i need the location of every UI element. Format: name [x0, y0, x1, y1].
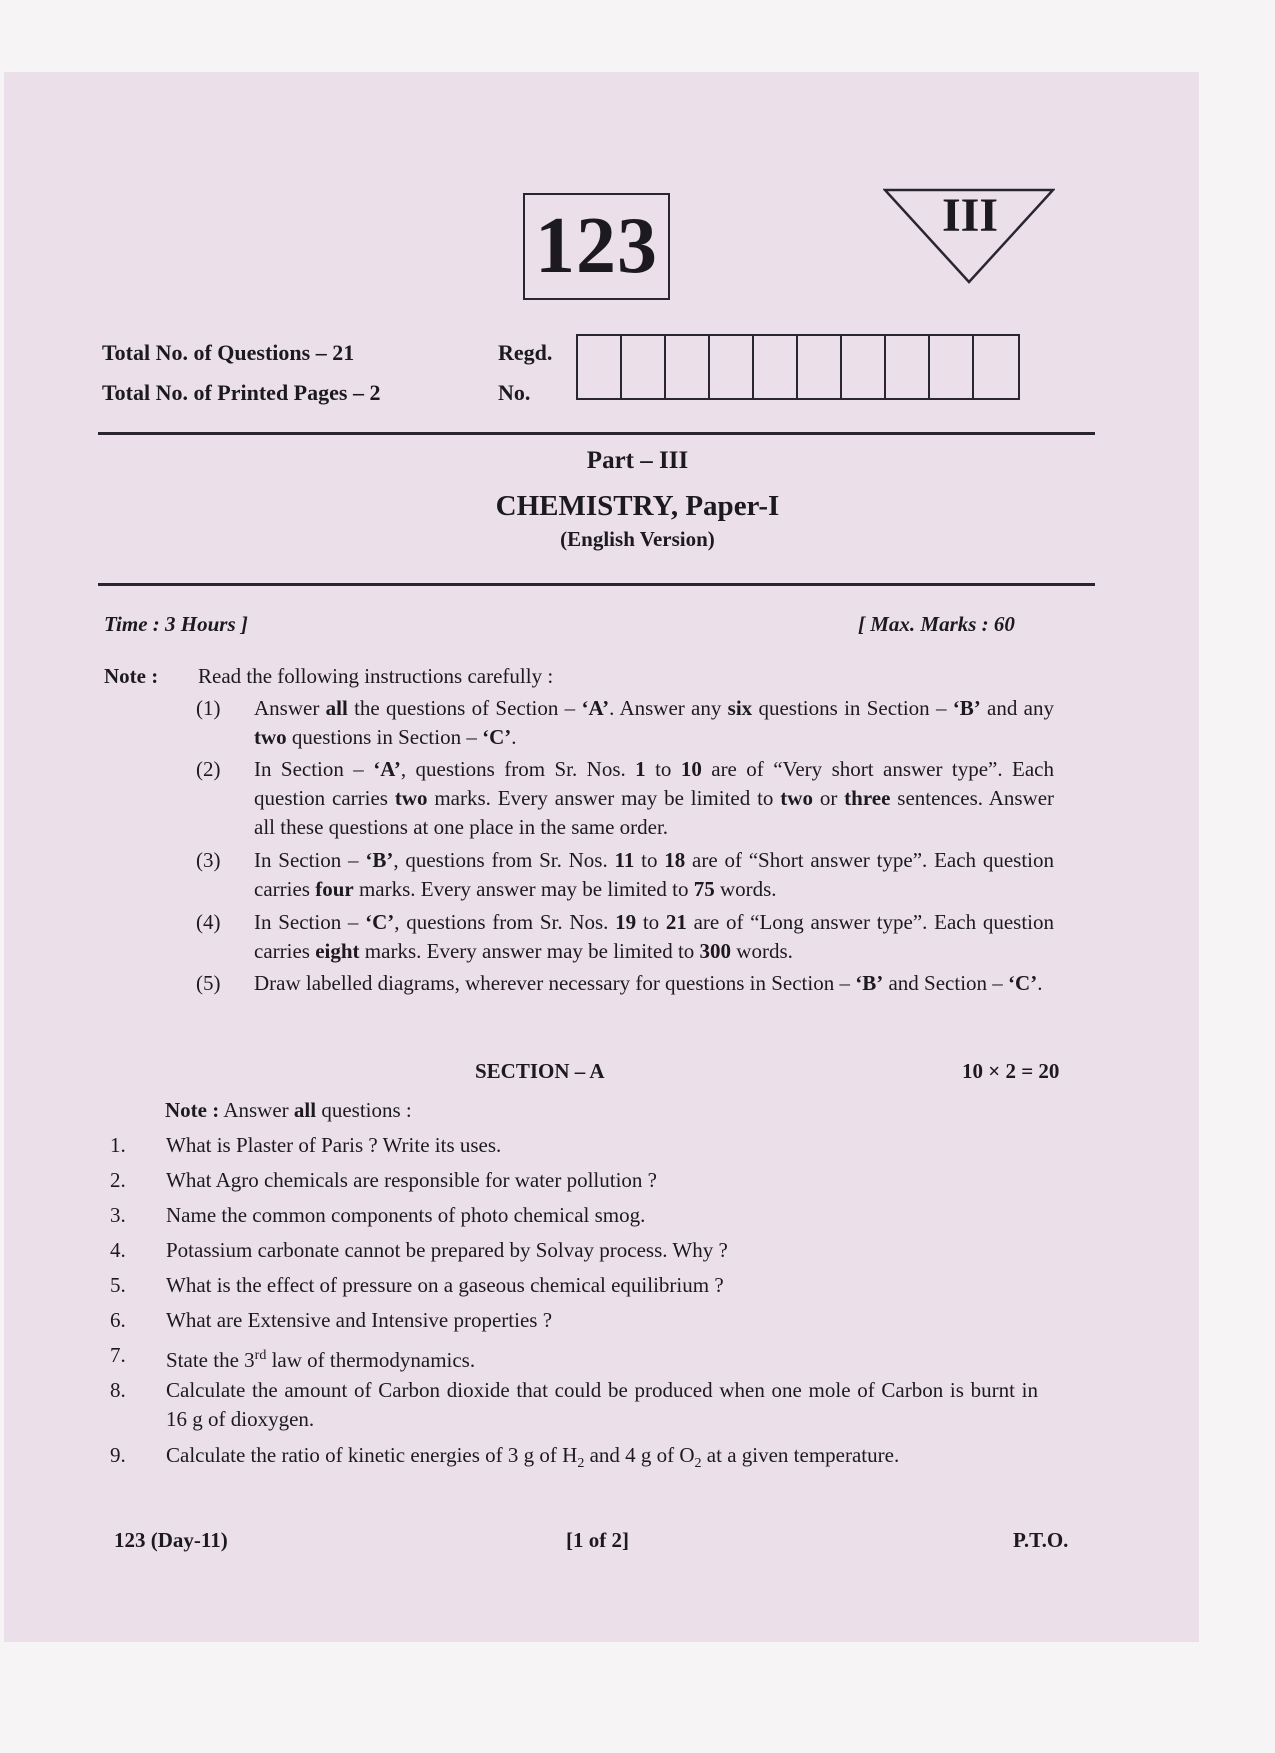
question-number: 4. [110, 1238, 126, 1262]
question-text: What are Extensive and Intensive properties ? [166, 1308, 553, 1332]
paper-code-box: 123 [523, 193, 670, 300]
instruction-text: Answer all the questions of Section – ‘A’. Answer any six questions in Section – ‘B’ and any two questions in Section – ‘C’. [254, 696, 1054, 749]
regd-cell[interactable] [798, 336, 842, 398]
question-text: What Agro chemicals are responsible for water pollution ? [166, 1168, 657, 1192]
part-title: Part – III [586, 447, 689, 474]
question-text: What is the effect of pressure on a gaseous chemical equilibrium ? [166, 1273, 724, 1297]
question-number: 7. [110, 1343, 126, 1367]
question-text: Calculate the ratio of kinetic energies of 3 g of $H_2$ and 4 g of $O_2$ at a given temperature. [166, 1443, 900, 1472]
no-label: No. [498, 380, 531, 405]
question-number: 6. [110, 1308, 126, 1332]
regd-cell[interactable] [710, 336, 754, 398]
instruction-number: (4) [196, 910, 221, 934]
footer-page-number: [1 of 2] [566, 1528, 629, 1552]
section-a-marks: 10 × 2 = 20 [962, 1059, 1060, 1083]
footer-pto: P.T.O. [1013, 1528, 1069, 1552]
instruction-text: In Section – ‘C’, questions from Sr. Nos. 19 to 21 are of “Long answer type”. Each question carries eight marks. Every answer may be limited to 300 words. [254, 910, 1054, 963]
instruction-number: (5) [196, 971, 221, 995]
regd-label: Regd. [498, 340, 553, 365]
max-marks: [ Max. Marks : 60 [858, 612, 1015, 636]
instruction-text: Draw labelled diagrams, wherever necessary for questions in Section – ‘B’ and Section – ‘C’. [254, 971, 1043, 995]
paper-set-label: III [941, 189, 999, 242]
section-a-title: SECTION – A [475, 1059, 605, 1083]
question-text: State the 3rd law of thermodynamics. [166, 1348, 476, 1372]
note-intro: Read the following instructions carefully : [198, 664, 554, 688]
instruction-text: In Section – ‘B’, questions from Sr. Nos. 11 to 18 are of “Short answer type”. Each question carries four marks. Every answer may be limited to 75 words. [254, 848, 1054, 901]
regd-cell[interactable] [578, 336, 622, 398]
regd-cell[interactable] [622, 336, 666, 398]
question-number: 9. [110, 1443, 126, 1467]
question-text: Calculate the amount of Carbon dioxide that could be produced when one mole of Carbon is burnt in 16 g of dioxygen. [166, 1378, 1038, 1431]
instruction-number: (1) [196, 696, 221, 720]
question-text: What is Plaster of Paris ? Write its uses. [166, 1133, 502, 1157]
total-pages: Total No. of Printed Pages – 2 [102, 380, 381, 405]
divider-bottom [98, 583, 1095, 586]
regd-cell[interactable] [886, 336, 930, 398]
question-number: 3. [110, 1203, 126, 1227]
section-a-note: Note : Answer all questions : [165, 1098, 412, 1122]
exam-time: Time : 3 Hours ] [104, 612, 248, 636]
subject-title: CHEMISTRY, Paper-I [495, 490, 780, 522]
regd-cell[interactable] [754, 336, 798, 398]
question-text: Name the common components of photo chemical smog. [166, 1203, 646, 1227]
instruction-number: (3) [196, 848, 221, 872]
question-number: 1. [110, 1133, 126, 1157]
regd-cell[interactable] [930, 336, 974, 398]
regd-cell[interactable] [974, 336, 1018, 398]
total-questions: Total No. of Questions – 21 [102, 340, 355, 365]
question-number: 5. [110, 1273, 126, 1297]
regd-cell[interactable] [842, 336, 886, 398]
registration-number-grid[interactable] [576, 334, 1020, 400]
version-label: (English Version) [560, 527, 715, 551]
instruction-text: In Section – ‘A’, questions from Sr. Nos. 1 to 10 are of “Very short answer type”. Each question carries two marks. Every answer may be limited to two or three sentences. Answer all these questions at one place in the same order. [254, 757, 1055, 839]
divider-top [98, 432, 1095, 435]
regd-cell[interactable] [666, 336, 710, 398]
question-number: 2. [110, 1168, 126, 1192]
instruction-number: (2) [196, 757, 221, 781]
note-label: Note : [104, 664, 159, 688]
question-number: 8. [110, 1378, 126, 1402]
footer-code: 123 (Day-11) [114, 1528, 228, 1552]
question-text: Potassium carbonate cannot be prepared by Solvay process. Why ? [166, 1238, 728, 1262]
